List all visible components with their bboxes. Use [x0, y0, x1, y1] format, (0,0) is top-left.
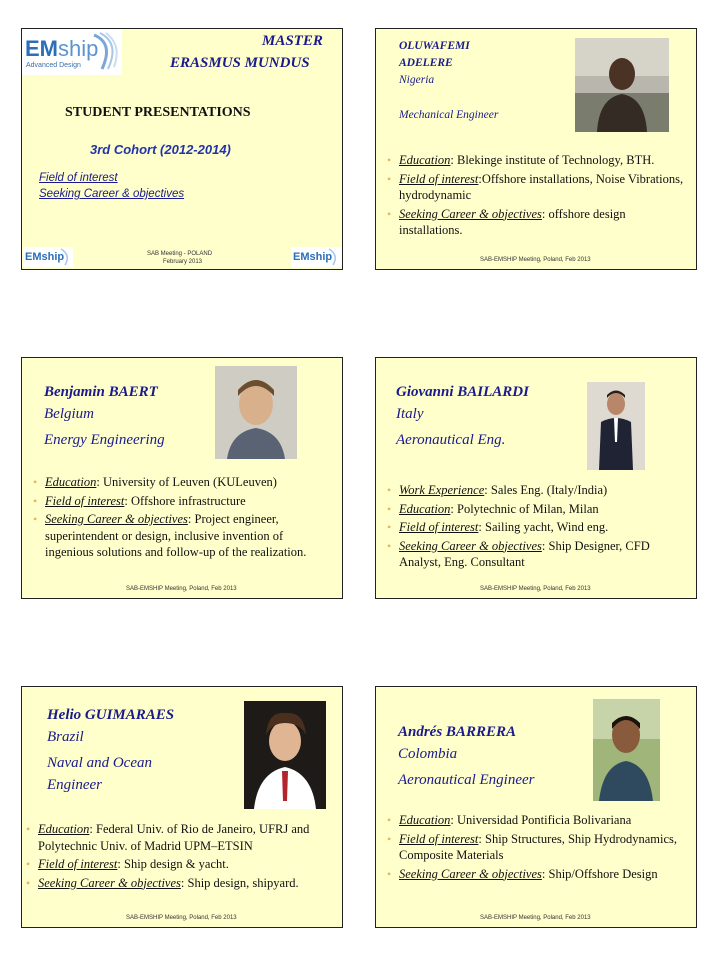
- student-field: Aeronautical Engineer: [398, 772, 535, 788]
- footer-line2: February 2013: [163, 259, 203, 265]
- student-country: Nigeria: [399, 74, 435, 86]
- bullet-list: [386, 482, 686, 573]
- slide-footer: SAB-EMSHIP Meeting, Poland, Feb 2013: [480, 257, 591, 263]
- student-field: Mechanical Engineer: [399, 109, 499, 121]
- bullet-seeking-career: • Seeking Career & objectives: Project engineer, superintendent or design, inclusive invention of ingenious solutions and follow-up of the realization.: [32, 511, 332, 561]
- svg-text:EMship: EMship: [25, 251, 65, 263]
- bullet-education: • Education: Universidad Pontificia Bolivariana: [386, 812, 686, 829]
- bullet-list: [25, 821, 339, 893]
- photo-portrait: [593, 699, 660, 801]
- emship-logo: [22, 29, 122, 75]
- bullet-seeking-career: • Seeking Career & objectives: offshore design installations.: [386, 206, 686, 239]
- svg-text:EMship: EMship: [293, 251, 333, 263]
- student-name: Andrés BARRERA: [398, 724, 516, 740]
- emship-logo-graphic: [22, 29, 122, 75]
- emship-logo-small-right: [291, 247, 341, 267]
- student-field-line2: Engineer: [47, 777, 102, 793]
- student-country: Brazil: [47, 729, 84, 745]
- bullet-education: • Education: University of Leuven (KULeuven): [32, 474, 332, 491]
- slide-andres: [375, 686, 697, 928]
- student-name-line2: ADELERE: [399, 57, 453, 69]
- slide-title: [21, 28, 343, 270]
- student-name: Benjamin BAERT: [44, 384, 158, 400]
- svg-text:Advanced Design: Advanced Design: [26, 62, 81, 69]
- student-field-line1: Naval and Ocean: [47, 755, 152, 771]
- slide-footer: SAB-EMSHIP Meeting, Poland, Feb 2013: [480, 915, 591, 921]
- student-photo: [575, 38, 669, 132]
- student-photo: [244, 701, 326, 809]
- bullet-list: [32, 474, 332, 563]
- emship-logo-small-left: [23, 247, 73, 267]
- student-field: Aeronautical Eng.: [396, 432, 506, 448]
- field-of-interest-label: Field of interest: [39, 172, 118, 184]
- student-name: Giovanni BAILARDI: [396, 384, 529, 400]
- student-field: Energy Engineering: [44, 432, 165, 448]
- bullet-work-experience: • Work Experience: Sales Eng. (Italy/India): [386, 482, 686, 499]
- cohort: 3rd Cohort (2012-2014): [90, 142, 231, 157]
- photo-portrait: [587, 382, 645, 470]
- student-country: Italy: [396, 406, 424, 422]
- photo-portrait: [244, 701, 326, 809]
- bullet-list: [386, 812, 686, 884]
- bullet-list: [386, 152, 686, 241]
- student-presentations: STUDENT PRESENTATIONS: [65, 105, 251, 120]
- slide-giovanni: [375, 357, 697, 599]
- slide-footer: SAB-EMSHIP Meeting, Poland, Feb 2013: [480, 586, 591, 592]
- slide-footer: SAB-EMSHIP Meeting, Poland, Feb 2013: [126, 915, 237, 921]
- slide-benjamin: [21, 357, 343, 599]
- bullet-field-of-interest: • Field of interest: Offshore infrastructure: [32, 493, 332, 510]
- student-country: Belgium: [44, 406, 94, 422]
- student-name: Helio GUIMARAES: [47, 707, 175, 723]
- student-photo: [593, 699, 660, 801]
- bullet-seeking-career: • Seeking Career & objectives: Ship/Offshore Design: [386, 866, 686, 883]
- bullet-seeking-career: • Seeking Career & objectives: Ship design, shipyard.: [25, 875, 339, 892]
- bullet-education: • Education: Federal Univ. of Rio de Janeiro, UFRJ and Polytechnic Univ. of Madrid UPM–ETSIN: [25, 821, 339, 854]
- student-country: Colombia: [398, 746, 458, 762]
- student-photo: [587, 382, 645, 470]
- bullet-field-of-interest: • Field of interest: Sailing yacht, Wind eng.: [386, 519, 686, 536]
- bullet-education: • Education: Polytechnic of Milan, Milan: [386, 501, 686, 518]
- student-photo: [215, 366, 297, 459]
- slide-helio: [21, 686, 343, 928]
- slide-oluwafemi: [375, 28, 697, 270]
- student-name-line1: OLUWAFEMI: [399, 40, 470, 52]
- title-master: MASTER: [262, 33, 323, 49]
- bullet-field-of-interest: • Field of interest:Offshore installations, Noise Vibrations, hydrodynamic: [386, 171, 686, 204]
- seeking-career-label: Seeking Career & objectives: [39, 188, 185, 200]
- bullet-field-of-interest: • Field of interest: Ship Structures, Ship Hydrodynamics, Composite Materials: [386, 831, 686, 864]
- photo-portrait: [215, 366, 297, 459]
- bullet-education: • Education: Blekinge institute of Technology, BTH.: [386, 152, 686, 169]
- bullet-field-of-interest: • Field of interest: Ship design & yacht.: [25, 856, 339, 873]
- footer-line1: SAB Meeting - POLAND: [147, 251, 213, 257]
- bullet-seeking-career: • Seeking Career & objectives: Ship Designer, CFD Analyst, Eng. Consultant: [386, 538, 686, 571]
- svg-text:EMship: EMship: [25, 36, 99, 61]
- title-erasmus: ERASMUS MUNDUS: [170, 55, 310, 71]
- slide-footer: SAB-EMSHIP Meeting, Poland, Feb 2013: [126, 586, 237, 592]
- photo-portrait: [575, 38, 669, 132]
